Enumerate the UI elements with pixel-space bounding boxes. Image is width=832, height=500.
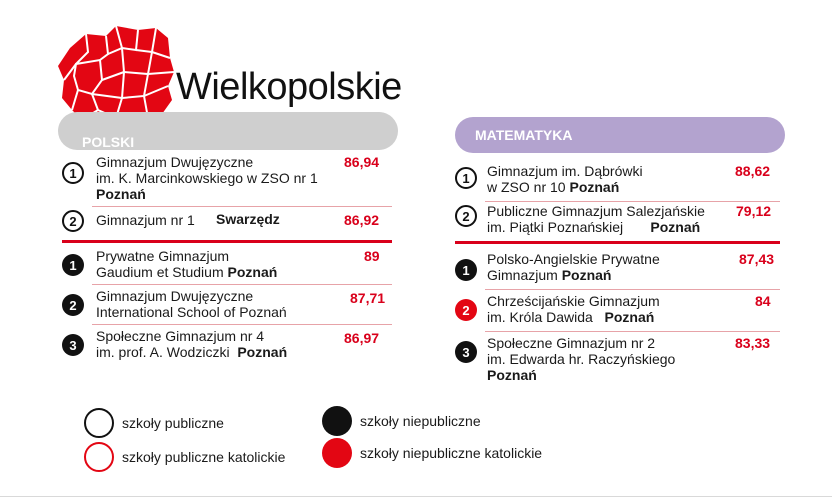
list-item xyxy=(455,157,785,199)
list-item xyxy=(58,246,398,282)
matematyka-subject-label: MATEMATYKA xyxy=(475,127,573,143)
polski-panel xyxy=(58,112,398,360)
rank-badge-private: 3 xyxy=(455,341,477,363)
list-item xyxy=(455,249,785,287)
list-item xyxy=(455,203,785,239)
region-title: Wielkopolskie xyxy=(176,66,402,108)
polski-subject-bar xyxy=(58,112,398,150)
legend-private: szkoły niepubliczne xyxy=(322,406,481,436)
list-item xyxy=(455,333,785,387)
rank-badge-private-catholic: 2 xyxy=(455,299,477,321)
score-value: 86,92 xyxy=(344,212,380,228)
divider xyxy=(92,206,392,207)
school-name: Publiczne Gimnazjum Salezjańskie im. Piątki Poznańskiej Poznań xyxy=(487,203,705,235)
section-divider xyxy=(62,240,392,243)
score-value: 86,97 xyxy=(344,330,380,346)
public-school-marker-icon xyxy=(84,408,114,438)
rank-badge-private: 3 xyxy=(62,334,84,356)
bottom-divider xyxy=(0,496,832,497)
section-divider xyxy=(455,241,780,244)
score-value: 79,12 xyxy=(736,203,772,219)
legend-private-catholic: szkoły niepubliczne katolickie xyxy=(322,438,542,468)
school-name: Chrześcijańskie Gimnazjum im. Króla Dawida Poznań xyxy=(487,293,660,325)
legend-public-catholic: szkoły publiczne katolickie xyxy=(84,442,285,472)
score-value: 87,43 xyxy=(739,251,775,267)
private-school-marker-icon xyxy=(322,406,352,436)
score-value: 84 xyxy=(755,293,771,309)
matematyka-subject-bar xyxy=(455,117,785,153)
school-name: Gimnazjum Dwujęzyczne im. K. Marcinkowskiego w ZSO nr 1 Poznań xyxy=(96,154,318,202)
list-item xyxy=(455,291,785,329)
divider xyxy=(485,289,780,290)
score-value: 83,33 xyxy=(735,335,771,351)
matematyka-panel xyxy=(455,117,785,383)
list-item xyxy=(58,326,398,362)
school-name: Polsko-Angielskie Prywatne Gimnazjum Poznań xyxy=(487,251,660,283)
divider xyxy=(92,284,392,285)
divider xyxy=(485,201,780,202)
school-name: Społeczne Gimnazjum nr 4 im. prof. A. Wodziczki Poznań xyxy=(96,328,288,360)
public-catholic-school-marker-icon xyxy=(84,442,114,472)
divider xyxy=(92,324,392,325)
list-item xyxy=(58,286,398,322)
rank-badge-private: 1 xyxy=(62,254,84,276)
school-name: Gimnazjum im. Dąbrówki w ZSO nr 10 Poznań xyxy=(487,163,643,195)
rank-badge-private: 2 xyxy=(62,294,84,316)
city-name: Swarzędz xyxy=(216,211,280,227)
rank-badge-public: 2 xyxy=(455,205,477,227)
private-catholic-school-marker-icon xyxy=(322,438,352,468)
polski-subject-label: POLSKI xyxy=(82,134,135,150)
list-item xyxy=(58,208,398,238)
rank-badge-public: 1 xyxy=(455,167,477,189)
score-value: 87,71 xyxy=(350,290,386,306)
school-name: Prywatne Gimnazjum Gaudium et Studium Poznań xyxy=(96,248,278,280)
rank-badge-public: 2 xyxy=(62,210,84,232)
rank-badge-private: 1 xyxy=(455,259,477,281)
school-name: Gimnazjum nr 1 xyxy=(96,212,195,228)
score-value: 89 xyxy=(364,248,380,264)
divider xyxy=(485,331,780,332)
legend-public: szkoły publiczne xyxy=(84,408,224,438)
score-value: 86,94 xyxy=(344,154,380,170)
rank-badge-public: 1 xyxy=(62,162,84,184)
school-name: Społeczne Gimnazjum nr 2 im. Edwarda hr. Raczyńskiego Poznań xyxy=(487,335,676,383)
school-name: Gimnazjum Dwujęzyczne International School of Poznań xyxy=(96,288,287,320)
list-item xyxy=(58,150,398,206)
score-value: 88,62 xyxy=(735,163,771,179)
